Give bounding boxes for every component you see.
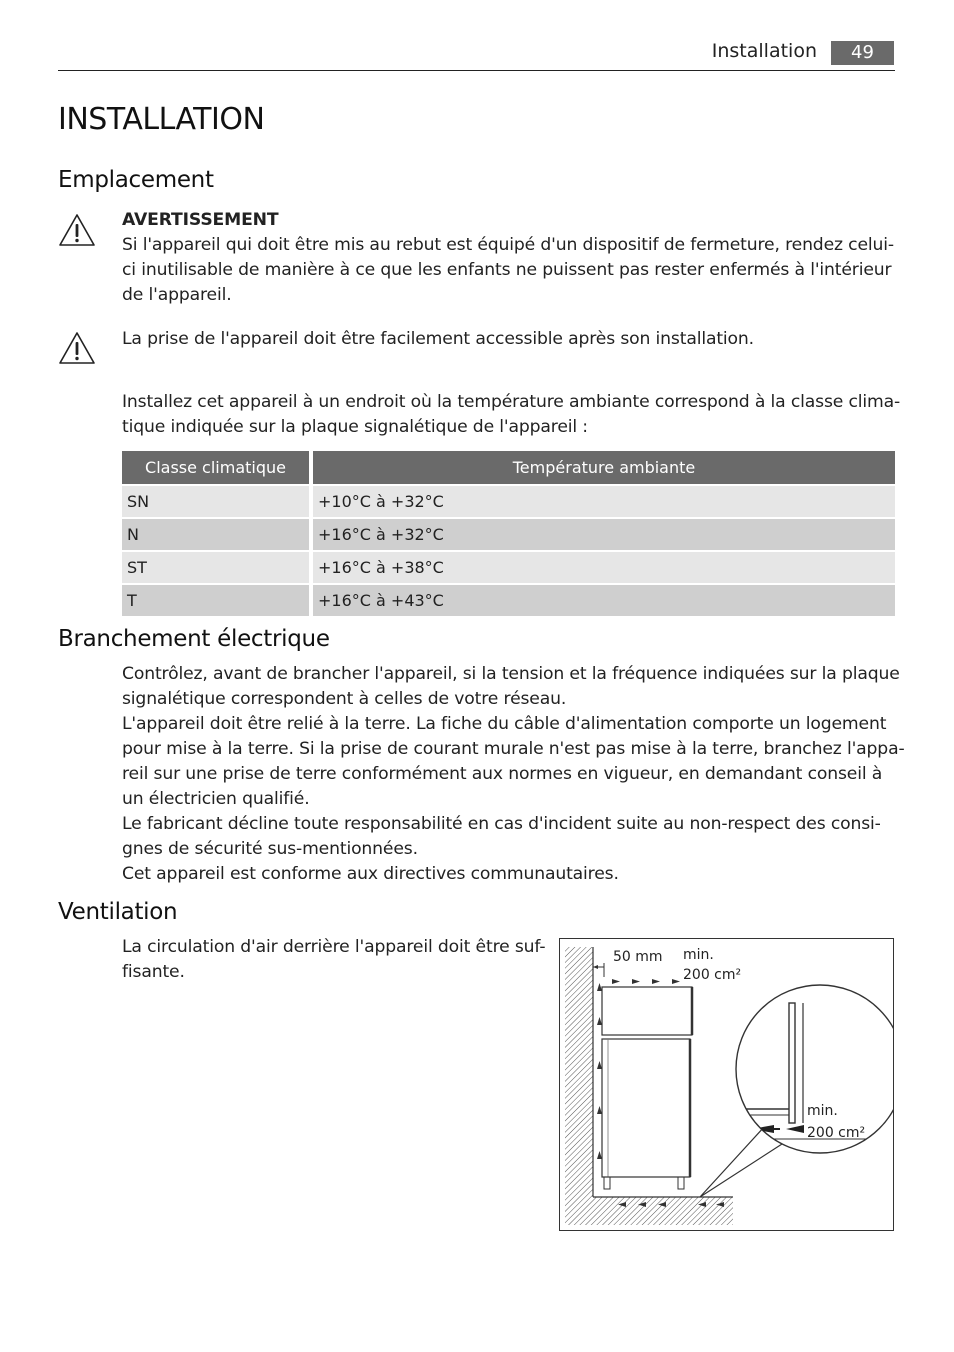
heading-ventilation: Ventilation	[58, 899, 178, 925]
warning-triangle-icon	[58, 213, 96, 247]
table-row	[122, 552, 895, 583]
branchement-line-7: Le fabricant décline toute responsabilité en cas d'incident suite au non-respect des consi-	[122, 814, 881, 834]
col-header-ambient-temperature: Température ambiante	[309, 451, 895, 484]
table-row	[122, 486, 895, 517]
ventilation-diagram	[559, 938, 894, 1231]
branchement-line-5: reil sur une prise de terre conformément aux normes en vigueur, en demandant conseil à	[122, 764, 883, 784]
fridge-body	[602, 1039, 690, 1177]
label-gap-50mm: 50 mm	[613, 949, 663, 965]
branchement-line-8: gnes de sécurité sus-mentionnées.	[122, 839, 418, 859]
warning-line-1: Si l'appareil qui doit être mis au rebut est équipé d'un dispositif de fermeture, rendez celui-	[122, 235, 894, 255]
branchement-line-6: un électricien qualifié.	[122, 789, 310, 809]
label-min-top: min.	[683, 947, 714, 963]
table-row	[122, 519, 895, 550]
wall-hatch	[565, 947, 593, 1225]
cell-class: T	[122, 585, 309, 616]
upper-cabinet	[602, 987, 692, 1035]
cell-class: SN	[122, 486, 309, 517]
page-number: 49	[831, 41, 894, 65]
ventilation-line-2: fisante.	[122, 962, 185, 982]
top-airflow-arrows	[612, 979, 680, 984]
heading-branchement: Branchement électrique	[58, 626, 330, 652]
label-area-top: 200 cm²	[683, 967, 742, 983]
cell-class: ST	[122, 552, 309, 583]
heading-emplacement: Emplacement	[58, 167, 214, 193]
col-header-climate-class: Classe climatique	[122, 451, 309, 484]
cell-temperature: +16°C à +32°C	[309, 519, 895, 550]
label-area-bottom: 200 cm²	[807, 1125, 866, 1141]
ventilation-line-1: La circulation d'air derrière l'appareil doit être suf-	[122, 937, 546, 957]
table-row	[122, 585, 895, 616]
branchement-line-3: L'appareil doit être relié à la terre. La fiche du câble d'alimentation comporte un logement	[122, 714, 887, 734]
cell-temperature: +16°C à +38°C	[309, 552, 895, 583]
branchement-line-1: Contrôlez, avant de brancher l'appareil, si la tension et la fréquence indiquées sur la plaque	[122, 664, 900, 684]
caution-triangle-icon	[58, 331, 96, 365]
climate-class-table	[122, 449, 895, 618]
cell-class: N	[122, 519, 309, 550]
table-header-row	[122, 451, 895, 484]
branchement-line-2: signalétique correspondent à celles de votre réseau.	[122, 689, 567, 709]
branchement-line-9: Cet appareil est conforme aux directives communautaires.	[122, 864, 619, 884]
intro-line-1: Installez cet appareil à un endroit où la température ambiante correspond à la classe clima-	[122, 392, 901, 412]
intro-line-2: tique indiquée sur la plaque signalétique de l'appareil :	[122, 417, 588, 437]
cell-temperature: +10°C à +32°C	[309, 486, 895, 517]
branchement-line-4: pour mise à la terre. Si la prise de courant murale n'est pas mise à la terre, branchez l'appa-	[122, 739, 905, 759]
header-rule	[58, 70, 895, 71]
cell-temperature: +16°C à +43°C	[309, 585, 895, 616]
warning-line-3: de l'appareil.	[122, 285, 232, 305]
rear-airflow-arrows	[597, 983, 602, 1159]
warning-title: AVERTISSEMENT	[122, 210, 279, 230]
warning-line-2: ci inutilisable de manière à ce que les enfants ne puissent pas rester enfermés à l'intérieur	[122, 260, 892, 280]
caution-text: La prise de l'appareil doit être facilement accessible après son installation.	[122, 329, 754, 349]
floor-hatch	[593, 1197, 733, 1225]
label-min-bottom: min.	[807, 1103, 838, 1119]
running-header-section: Installation	[711, 40, 817, 62]
page-title: INSTALLATION	[58, 102, 265, 137]
